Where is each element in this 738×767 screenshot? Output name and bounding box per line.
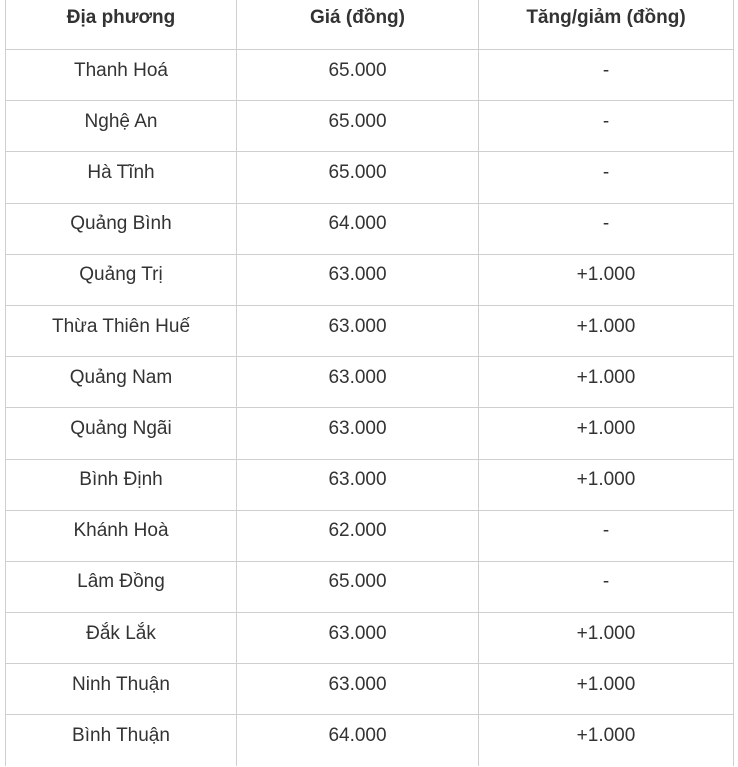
location-cell: Lâm Đồng	[6, 561, 237, 612]
change-cell: +1.000	[479, 459, 734, 510]
location-cell: Quảng Ngãi	[6, 408, 237, 459]
price-cell: 63.000	[237, 459, 479, 510]
location-cell: Quảng Trị	[6, 254, 237, 305]
change-cell: +1.000	[479, 715, 734, 766]
table-row	[6, 305, 734, 356]
price-cell: 63.000	[237, 408, 479, 459]
change-cell: +1.000	[479, 305, 734, 356]
table-row	[6, 203, 734, 254]
header-row	[6, 0, 734, 50]
change-cell: -	[479, 50, 734, 101]
location-cell: Thanh Hoá	[6, 50, 237, 101]
change-cell: -	[479, 510, 734, 561]
price-cell: 62.000	[237, 510, 479, 561]
price-cell: 63.000	[237, 254, 479, 305]
change-cell: -	[479, 152, 734, 203]
price-cell: 63.000	[237, 613, 479, 664]
location-cell: Khánh Hoà	[6, 510, 237, 561]
table-row	[6, 664, 734, 715]
price-cell: 63.000	[237, 305, 479, 356]
change-cell: +1.000	[479, 408, 734, 459]
table-row	[6, 408, 734, 459]
price-cell: 63.000	[237, 664, 479, 715]
table-row	[6, 561, 734, 612]
price-table	[5, 0, 734, 766]
location-cell: Nghệ An	[6, 101, 237, 152]
change-cell: +1.000	[479, 357, 734, 408]
header-location: Địa phương	[6, 0, 237, 50]
change-cell: -	[479, 101, 734, 152]
table-row	[6, 613, 734, 664]
change-cell: +1.000	[479, 664, 734, 715]
price-cell: 65.000	[237, 101, 479, 152]
table-row	[6, 357, 734, 408]
header-price: Giá (đồng)	[237, 0, 479, 50]
table-row	[6, 101, 734, 152]
change-cell: +1.000	[479, 254, 734, 305]
location-cell: Thừa Thiên Huế	[6, 305, 237, 356]
header-change: Tăng/giảm (đồng)	[479, 0, 734, 50]
table-header	[6, 0, 734, 50]
change-cell: -	[479, 561, 734, 612]
table-row	[6, 510, 734, 561]
price-cell: 64.000	[237, 715, 479, 766]
location-cell: Đắk Lắk	[6, 613, 237, 664]
table-row	[6, 459, 734, 510]
location-cell: Bình Định	[6, 459, 237, 510]
price-cell: 65.000	[237, 50, 479, 101]
location-cell: Ninh Thuận	[6, 664, 237, 715]
location-cell: Quảng Bình	[6, 203, 237, 254]
table-body	[6, 50, 734, 767]
table-row	[6, 254, 734, 305]
price-cell: 65.000	[237, 561, 479, 612]
price-cell: 64.000	[237, 203, 479, 254]
location-cell: Bình Thuận	[6, 715, 237, 766]
change-cell: +1.000	[479, 613, 734, 664]
location-cell: Quảng Nam	[6, 357, 237, 408]
location-cell: Hà Tĩnh	[6, 152, 237, 203]
price-cell: 65.000	[237, 152, 479, 203]
table-row	[6, 50, 734, 101]
change-cell: -	[479, 203, 734, 254]
table-row	[6, 715, 734, 766]
price-cell: 63.000	[237, 357, 479, 408]
table-row	[6, 152, 734, 203]
